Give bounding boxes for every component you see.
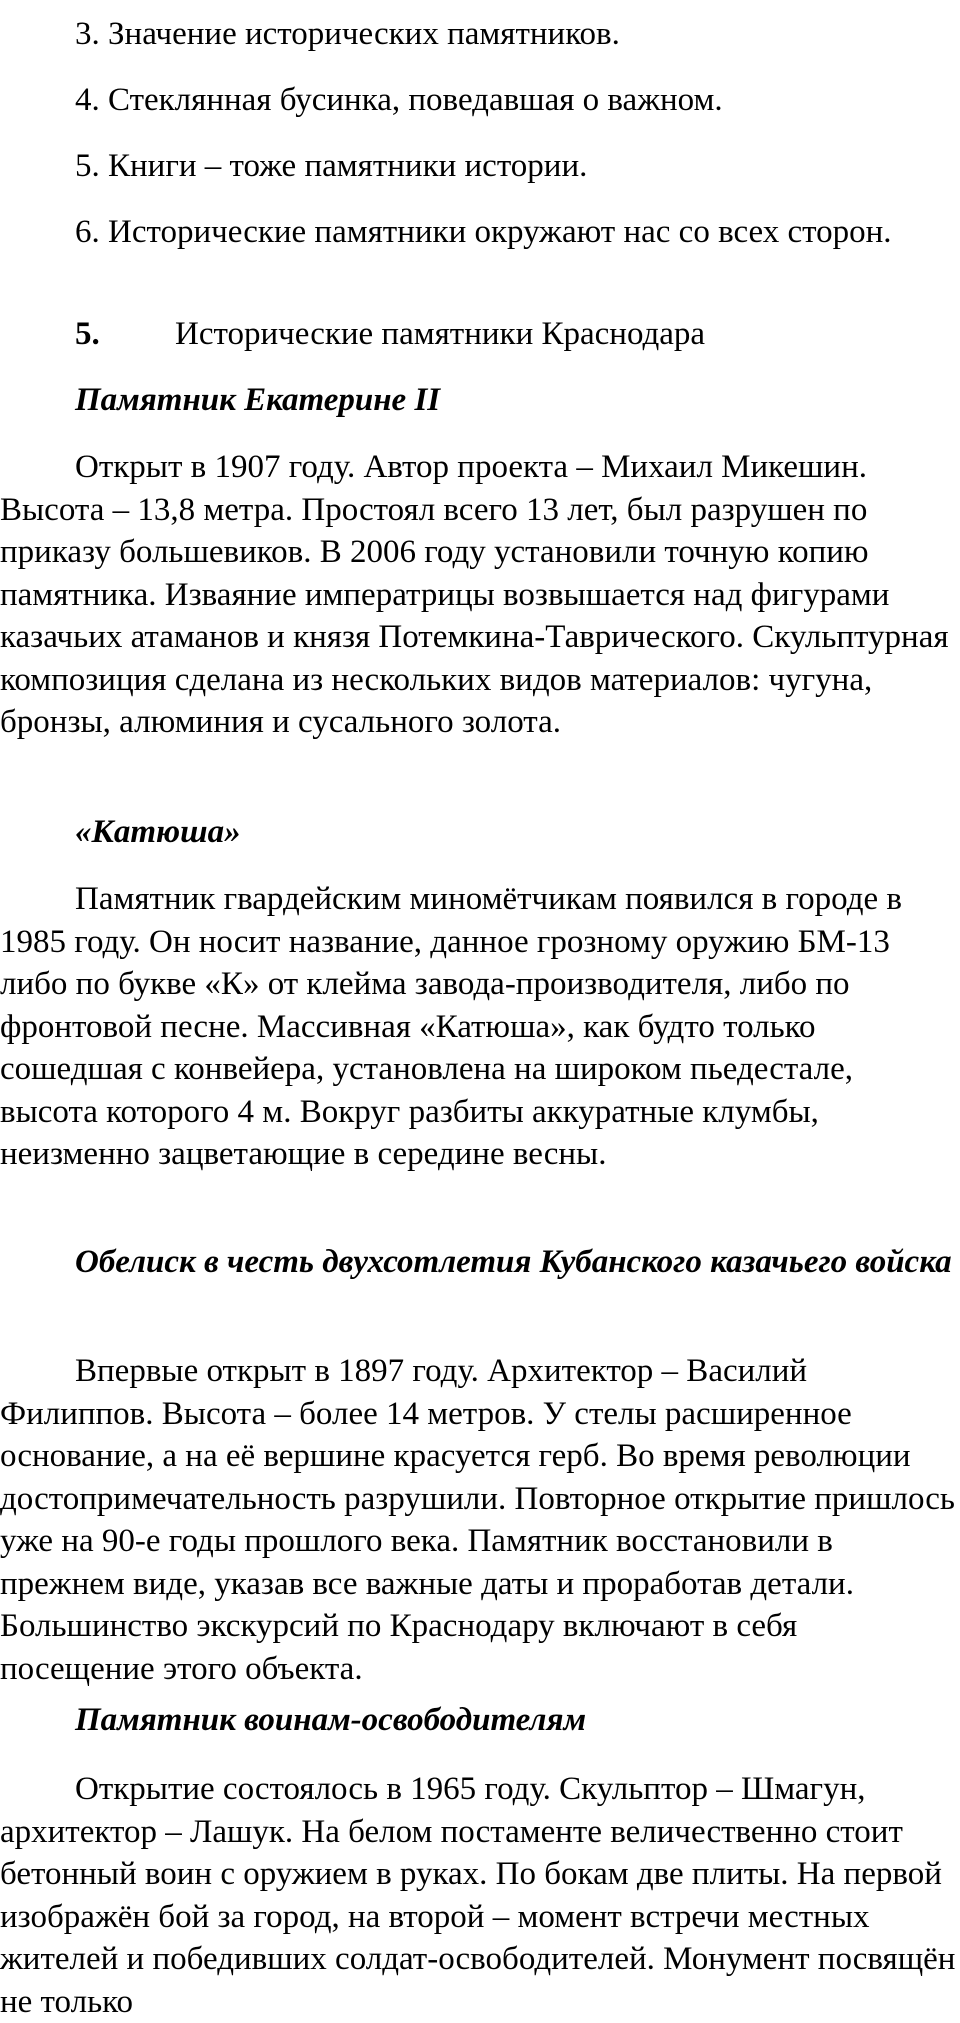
monument-heading: Обелиск в честь двухсотлетия Кубанского казачьего войска [75, 1244, 952, 1280]
monument-heading: Памятник Екатерине II [75, 382, 441, 418]
section-number: 5. [75, 316, 100, 352]
monument-text: Открыт в 1907 году. Автор проекта – Михаил Микешин. Высота – 13,8 метра. Простоял всего 13 лет, был разрушен по приказу большевиков. В 2006 году установили точную копию памятника. Изваяние императрицы возвышается над фигурами казачьих атаманов и князя Потемкина-Таврического. Скульптурная композиция сделана из нескольких видов материалов: чугуна, бронзы, алюминия и сусального золота. [0, 449, 949, 740]
section-title: Исторические памятники Краснодара [175, 316, 706, 352]
section-heading [75, 314, 705, 354]
monument-text: Открытие состоялось в 1965 году. Скульптор – Шмагун, архитектор – Лашук. На белом постаменте величественно стоит бетонный воин с оружием в руках. По бокам две плиты. На первой изображён бой за город, на второй – момент встречи местных жителей и победивших солдат-освободителей. Монумент посвящён не только [0, 1771, 956, 2020]
monument-text: Впервые открыт в 1897 году. Архитектор – Василий Филиппов. Высота – более 14 метров. У стелы расширенное основание, а на её вершине красуется герб. Во время революции достопримечательность разрушили. Повторное открытие пришлось уже на 90-е годы прошлого века. Памятник восстановили в прежнем виде, указав все важные даты и проработав детали. Большинство экскурсий по Краснодару включают в себя посещение этого объекта. [0, 1353, 955, 1687]
list-item: 4. Стеклянная бусинка, поведавшая о важном. [75, 82, 723, 118]
list-item: 5. Книги – тоже памятники истории. [75, 148, 588, 184]
monument-text: Памятник гвардейским миномётчикам появился в городе в 1985 году. Он носит название, данное грозному оружию БМ-13 либо по букве «К» от клейма завода-производителя, либо по фронтовой песне. Массивная «Катюша», как будто только сошедшая с конвейера, установлена на широком пьедестале, высота которого 4 м. Вокруг разбиты аккуратные клумбы, неизменно зацветающие в середине весны. [0, 881, 902, 1172]
list-item: 3. Значение исторических памятников. [75, 16, 620, 52]
list-item: 6. Исторические памятники окружают нас со всех сторон. [75, 214, 892, 250]
monument-heading: «Катюша» [75, 814, 241, 850]
monument-heading: Памятник воинам-освободителям [75, 1702, 587, 1738]
